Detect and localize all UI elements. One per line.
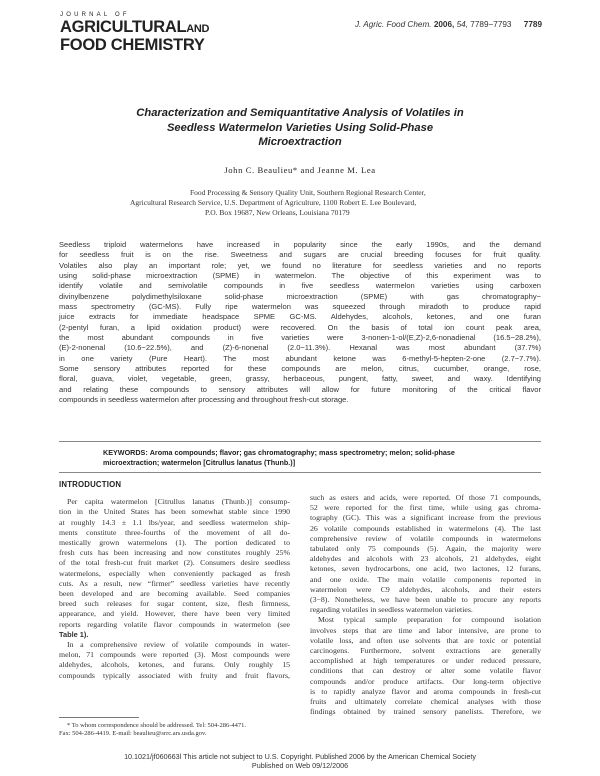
body-line: In a comprehensive review of volatile compounds in water- bbox=[67, 640, 290, 650]
abstract-line: floral, guava, violet, vegetable, green, grassy, herbaceous, pungent, fatty, sweet, and waxy. Identifying bbox=[59, 374, 541, 384]
affiliation-line: P.O. Box 19687, New Orleans, Louisiana 70179 bbox=[205, 208, 350, 217]
title-line: Characterization and Semiquantitative Analysis of Volatiles in bbox=[136, 107, 464, 119]
title-line: Seedless Watermelon Varieties Using Solid-Phase bbox=[166, 121, 434, 134]
journal-logo bbox=[60, 12, 250, 53]
body-line: aldehydes, alcohols, ketones, and furans. Only roughly 15 bbox=[59, 660, 290, 670]
keywords bbox=[59, 448, 541, 468]
body-line: melon, 71 compounds were reported (3). Most compounds were bbox=[59, 650, 290, 660]
footnote-line: Fax: 504-286-4419. E-mail: beaulieu@srrc.ars.usda.gov. bbox=[59, 730, 207, 738]
abstract-line: the most abundant compounds in five varieties were 3-nonen-1-ol/(E,Z)-2,6-nonadienal (16.5−28.2%), bbox=[59, 333, 541, 343]
body-line: compounds typically associated with fruity and fruit flavors, bbox=[59, 670, 290, 680]
body-line: regarding volatiles in seedless watermelon varieties. bbox=[310, 605, 473, 615]
body-line: tabulated only 75 compounds (5). Again, the majority were bbox=[310, 544, 541, 554]
abstract-line: and relating these compounds to sensory attributes will allow for future monitoring of the critical flavor bbox=[59, 384, 541, 394]
body-line: watermelons, especially when conveniently packaged as fresh bbox=[59, 568, 290, 578]
abstract-line: juice extracts for immediate headspace SPME GC-MS. Aldehydes, alcohols, ketones, and one furan bbox=[59, 312, 541, 322]
footnote-rule bbox=[59, 717, 139, 718]
logo-and: AND bbox=[186, 23, 210, 35]
body-line: 52 were reported for the first time, while using gas chroma- bbox=[310, 503, 541, 513]
body-right-column bbox=[310, 493, 541, 717]
body-left-column bbox=[59, 480, 290, 681]
body-line: appearance, and yield. However, there have been very limited bbox=[59, 609, 290, 619]
abstract-line: for seedless fruit is on the rise. Sweetness and sugars are crucial breeding focuses for fruit quality. bbox=[59, 250, 541, 260]
body-line: aldehydes and alcohols with 23 alcohols, 21 aldehydes, eight bbox=[310, 554, 541, 564]
article-title bbox=[110, 106, 490, 150]
body-line: ments constitute three-fourths of the movement of all do- bbox=[59, 527, 290, 537]
footnote-line: * To whom correspondence should be addressed. Tel: 504-286-4471. bbox=[67, 722, 247, 729]
body-line: compounds and/or produce artifacts. Our long-term objective bbox=[310, 676, 541, 686]
body-line: tion in the United States has been somewhat stable since 1990 bbox=[59, 507, 290, 517]
body-line: comprehensive review of volatile compounds in watermelons bbox=[310, 533, 541, 543]
keywords-line: microextraction; watermelon [Citrullus lanatus (Thunb.)] bbox=[103, 458, 296, 467]
body-line: at roughly 14.3 ± 1.1 lbs/year, and seedless watermelon ship- bbox=[59, 517, 290, 527]
citation-volume: 54, bbox=[456, 20, 468, 29]
abstract-line: Volatiles also play an important role; yet, we found no literature for seedless varieties and no reports bbox=[59, 260, 541, 270]
title-line: Microextraction bbox=[258, 136, 342, 148]
keywords-top-rule bbox=[59, 441, 541, 442]
logo-line-2: FOOD CHEMISTRY bbox=[60, 36, 205, 54]
body-line: breed such releases for sugar content, size, flesh firmness, bbox=[59, 599, 290, 609]
abstract-line: Some sensory attributes reported for these compounds are melon, citrus, cucumber, orange, rose, bbox=[59, 364, 541, 374]
citation-pages: 7789−7793 bbox=[470, 20, 512, 29]
body-line: conditions that can destroy or alter some volatile flavor bbox=[310, 666, 541, 676]
abstract-line: Seedless triploid watermelons have increased in popularity since the early 1990s, and the demand bbox=[59, 240, 541, 249]
body-line: involves steps that are time and labor intensive, are prone to bbox=[310, 625, 541, 635]
body-line: volatile loss, and often use solvents that are toxic or potential bbox=[310, 635, 541, 645]
abstract-line: mass spectrometry (GC-MS). Fully ripe watermelon was squeezed through miradoth to produce rapid bbox=[59, 302, 541, 312]
citation-header bbox=[355, 20, 542, 29]
abstract-line: divinylbenzene polydimethylsiloxane solid-phase microextraction (SPME) with gas chromatography− bbox=[59, 291, 541, 301]
body-line: and one oxide. The main volatile components reported in bbox=[310, 574, 541, 584]
body-line: been developed and are becoming available. Seed companies bbox=[59, 589, 290, 599]
keywords-bottom-rule bbox=[59, 472, 541, 473]
abstract-line: in one variety (Pure Heart). The most abundant ketone was 6-methyl-5-hepten-2-one (2.7−7.7%). bbox=[59, 353, 541, 363]
body-line: is to rapidly analyze flavor and aroma compounds in fresh-cut bbox=[310, 686, 541, 696]
logo-agricultural: AGRICULTURAL bbox=[60, 18, 187, 36]
body-line: fresh cuts has been increasing and now constitutes roughly 25% bbox=[59, 548, 290, 558]
body-line: cuts. As a result, new “firmer” seedless varieties have recently bbox=[59, 578, 290, 588]
section-heading: INTRODUCTION bbox=[59, 480, 122, 489]
body-line: Per capita watermelon [Citrullus lanatus (Thunb.)] consump- bbox=[67, 497, 290, 507]
body-line: tography (GC). This was a significant increase from the previous bbox=[310, 513, 541, 523]
table-reference[interactable]: Table 1). bbox=[59, 629, 89, 639]
body-line: 26 volatile compounds established in watermelons (4). The last bbox=[310, 523, 541, 533]
body-line: carcinogens. Furthermore, solvent extractions are generally bbox=[310, 646, 541, 656]
journal-abbrev: J. Agric. Food Chem. bbox=[354, 20, 432, 29]
body-line: Most typical sample preparation for compound isolation bbox=[318, 615, 541, 625]
body-line: watermelon were C9 aldehydes, alcohols, and their esters bbox=[310, 584, 541, 594]
citation-year: 2006, bbox=[433, 20, 455, 29]
body-line: of the total fresh-cut fruit market (2). Consumers desire seedless bbox=[59, 558, 290, 568]
publication-info bbox=[0, 752, 600, 770]
page-number: 7789 bbox=[523, 20, 542, 29]
abstract bbox=[59, 240, 541, 406]
body-line: such as esters and acids, were reported. Of those 71 compounds, bbox=[310, 493, 541, 502]
logo-top-text: JOURNAL OF bbox=[60, 12, 130, 18]
body-line: findings obtained by trained sensory panelists. Therefore, we bbox=[310, 707, 541, 717]
publication-line: Published on Web 09/12/2006 bbox=[251, 761, 349, 770]
body-line: reports regarding volatile flavor compounds in watermelon (see bbox=[59, 619, 290, 629]
affiliation-line: Food Processing & Sensory Quality Unit, Southern Regional Research Center, bbox=[190, 188, 426, 197]
publication-line: 10.1021/jf060663l This article not subject to U.S. Copyright. Published 2006 by the American Chemical Society bbox=[124, 752, 476, 761]
footnote bbox=[59, 722, 290, 739]
body-line: ketones, seven hydrocarbons, one acid, two lactones, 12 furans, bbox=[310, 564, 541, 574]
abstract-line: compounds in seedless watermelon after processing and throughout fresh-cut storage. bbox=[59, 395, 349, 405]
body-line: accomplished at high temperatures or under reduced pressure, bbox=[310, 656, 541, 666]
abstract-line: (E)-2-nonenal (10.6−22.5%), and (Z)-6-nonenal (2.0−11.3%). Hexanal was most abundant (37.7%) bbox=[59, 343, 541, 353]
affiliation bbox=[130, 188, 460, 218]
affiliation-line: Agricultural Research Service, U.S. Department of Agriculture, 1100 Robert E. Lee Boulevard, bbox=[130, 198, 417, 207]
logo-line-1 bbox=[60, 19, 250, 37]
keywords-line: Aroma compounds; flavor; gas chromatography; mass spectrometry; melon; solid-phase bbox=[149, 448, 455, 457]
authors: John C. Beaulieu* and Jeanne M. Lea bbox=[224, 165, 376, 175]
body-line: mestically grown watermelons (1). The portion dedicated to bbox=[59, 538, 290, 548]
abstract-line: identify volatile and semivolatile compounds in five seedless watermelon varieties using carboxen bbox=[59, 281, 541, 291]
abstract-line: using solid-phase microextraction (SPME) in watermelon. The objective of this experiment was to bbox=[59, 271, 541, 281]
keywords-label: KEYWORDS: bbox=[103, 448, 148, 457]
body-line: (3−8). Nonetheless, we have been unable to procure any reports bbox=[310, 595, 541, 605]
abstract-line: (2-pentyl furan, a lipid oxidation product) were recovered. On the basis of total ion count peak area, bbox=[59, 322, 541, 332]
body-line: fruits and ultimately correlate chemical analyses with those bbox=[310, 697, 541, 707]
